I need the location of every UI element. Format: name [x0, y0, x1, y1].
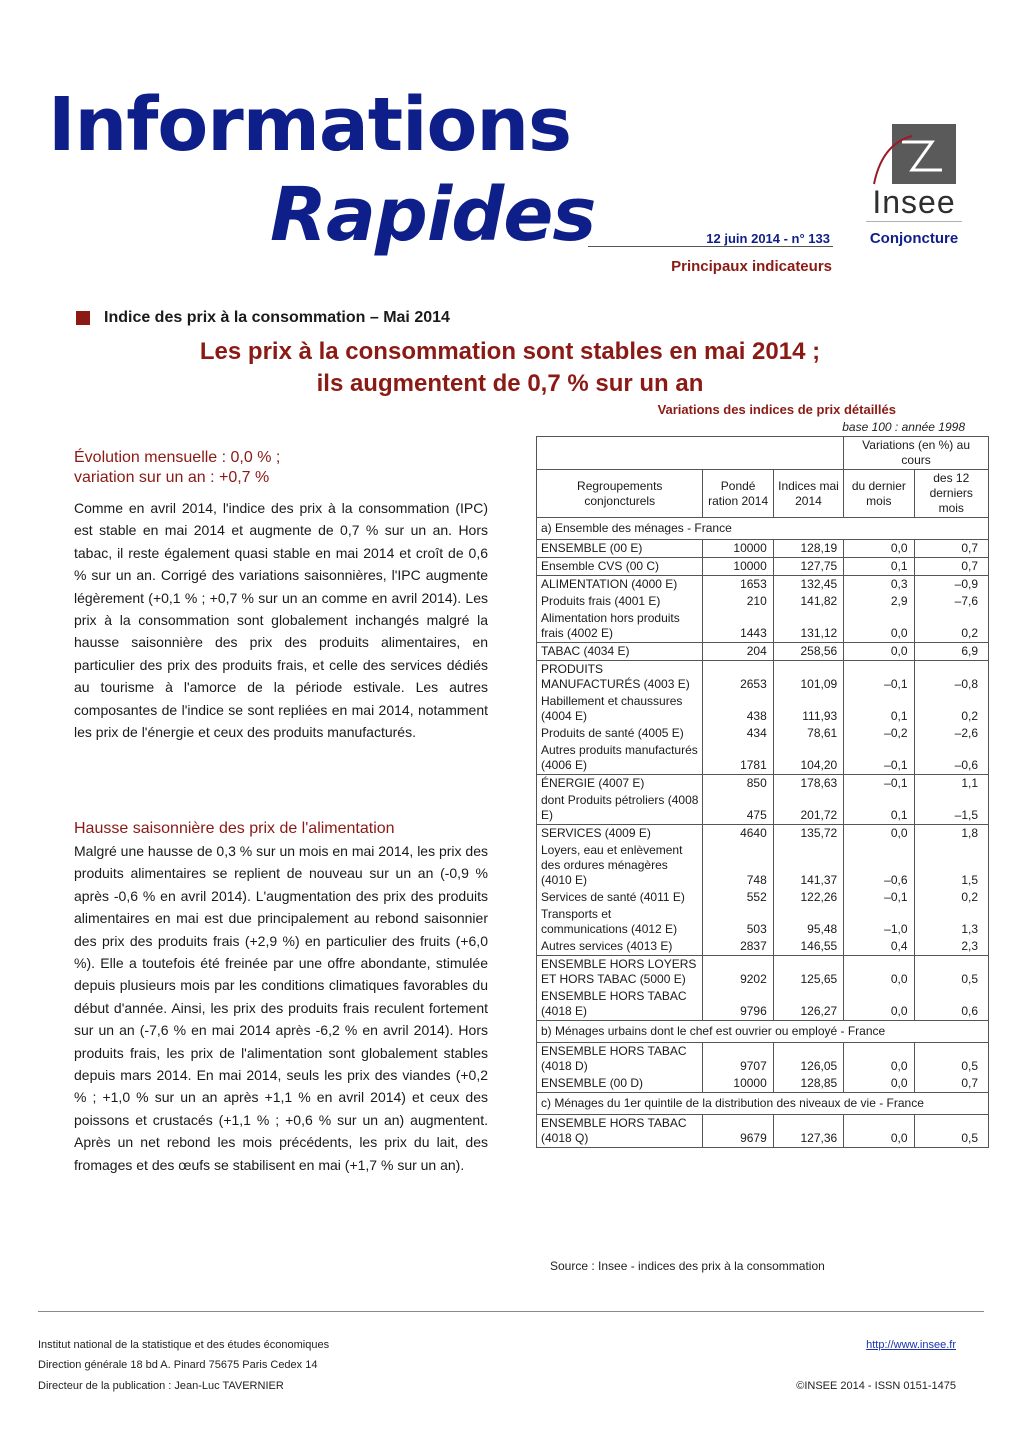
cell-label: Produits frais (4001 E)	[537, 593, 703, 610]
headline-line-2: ils augmentent de 0,7 % sur un an	[316, 370, 704, 397]
table-row	[537, 558, 989, 576]
section-label-b: b) Ménages urbains dont le chef est ouvrier ou employé - France	[537, 1021, 989, 1043]
cell-year: 1,5	[914, 842, 988, 889]
header-weight: Pondé ration 2014	[703, 470, 773, 518]
cell-index: 146,55	[773, 938, 843, 956]
cell-weight: 475	[703, 792, 773, 825]
cell-index: 258,56	[773, 643, 843, 661]
cell-month: 0,0	[844, 1043, 914, 1076]
cell-weight: 438	[703, 693, 773, 725]
logo-wordmark: Insee	[872, 184, 956, 220]
cell-year: 1,8	[914, 825, 988, 843]
cell-month: 0,1	[844, 558, 914, 576]
topic-title: Indice des prix à la consommation – Mai 2014	[104, 309, 450, 326]
masthead-title: Informations	[48, 82, 572, 168]
cell-month: 0,0	[844, 1115, 914, 1148]
cell-label: Produits de santé (4005 E)	[537, 725, 703, 742]
section-label-a: a) Ensemble des ménages - France	[537, 518, 989, 540]
cell-label: ÉNERGIE (4007 E)	[537, 775, 703, 793]
cell-weight: 1653	[703, 576, 773, 594]
cell-label: ALIMENTATION (4000 E)	[537, 576, 703, 594]
cell-month: 0,0	[844, 825, 914, 843]
cell-year: 0,7	[914, 558, 988, 576]
cell-weight: 210	[703, 593, 773, 610]
cell-month: –0,1	[844, 742, 914, 775]
cell-weight: 2653	[703, 661, 773, 694]
headline	[100, 336, 920, 400]
cell-year: 0,5	[914, 956, 988, 989]
cell-label: ENSEMBLE HORS TABAC (4018 Q)	[537, 1115, 703, 1148]
table-row	[537, 693, 989, 725]
header-label: Regroupements conjoncturels	[537, 470, 703, 518]
footer-director: Directeur de la publication : Jean-Luc TAVERNIER	[38, 1380, 284, 1392]
cell-label: ENSEMBLE HORS TABAC (4018 E)	[537, 988, 703, 1021]
cell-weight: 552	[703, 889, 773, 906]
cell-month: 0,0	[844, 988, 914, 1021]
cell-index: 178,63	[773, 775, 843, 793]
cell-index: 122,26	[773, 889, 843, 906]
table-row	[537, 1115, 989, 1148]
footer-institution: Institut national de la statistique et des études économiques	[38, 1339, 330, 1351]
cell-weight: 204	[703, 643, 773, 661]
headline-line-1: Les prix à la consommation sont stables en mai 2014 ;	[199, 338, 821, 365]
footer-rule	[38, 1311, 984, 1312]
cell-label: Loyers, eau et enlèvement des ordures ménagères (4010 E)	[537, 842, 703, 889]
cell-year: 0,5	[914, 1115, 988, 1148]
cell-label: Habillement et chaussures (4004 E)	[537, 693, 703, 725]
cell-index: 111,93	[773, 693, 843, 725]
cell-label: dont Produits pétroliers (4008 E)	[537, 792, 703, 825]
header-year: des 12 derniers mois	[914, 470, 988, 518]
header-variations: Variations (en %) au cours	[844, 437, 989, 470]
subheading-monthly-line-2: variation sur un an : +0,7 %	[74, 469, 270, 486]
cell-year: –0,6	[914, 742, 988, 775]
cell-index: 126,27	[773, 988, 843, 1021]
table-row	[537, 1043, 989, 1076]
cell-month: –0,6	[844, 842, 914, 889]
cell-month: 0,0	[844, 956, 914, 989]
cell-year: –1,5	[914, 792, 988, 825]
cell-month: 0,1	[844, 693, 914, 725]
cell-label: SERVICES (4009 E)	[537, 825, 703, 843]
table-header-row-1	[537, 437, 989, 470]
cell-weight: 850	[703, 775, 773, 793]
cell-month: 2,9	[844, 593, 914, 610]
cell-year: 0,7	[914, 1075, 988, 1093]
masthead-rule	[588, 246, 833, 247]
table-row	[537, 956, 989, 989]
cell-weight: 434	[703, 725, 773, 742]
cell-month: –0,1	[844, 775, 914, 793]
cell-month: 0,0	[844, 610, 914, 643]
cell-index: 104,20	[773, 742, 843, 775]
table-row	[537, 643, 989, 661]
cell-month: 0,4	[844, 938, 914, 956]
table-source: Source : Insee - indices des prix à la consommation	[550, 1259, 825, 1273]
paragraph-monthly: Comme en avril 2014, l'indice des prix à la consommation (IPC) est stable en mai 2014 et augmente de 0,7 % sur un an. Hors tabac, il reste également quasi stable en mai 2014 et croît de 0,6 % sur un an. Corrigé des variations saisonnières, l'IPC augmente légèrement (+0,1 % ; +0,7 % sur un an comme en avril 2014). Les prix à la consommation sont globalement inchangés malgré la hausse saisonnière des prix des produits alimentaires, en particulier des prix des produits frais, et celle des services dédiés au tourisme à l'amorce de la période estivale. Les autres composantes de l'indice se sont repliées en mai 2014, notamment les prix de l'énergie et ceux des produits manufacturés.	[74, 500, 488, 741]
cell-label: Autres produits manufacturés (4006 E)	[537, 742, 703, 775]
logo-divider	[866, 221, 962, 226]
cell-month: 0,3	[844, 576, 914, 594]
footer-copyright: ©INSEE 2014 - ISSN 0151-1475	[796, 1380, 956, 1392]
subheading-monthly-line-1: Évolution mensuelle : 0,0 % ;	[74, 449, 281, 466]
subheading-monthly	[74, 448, 280, 488]
cell-label: Ensemble CVS (00 C)	[537, 558, 703, 576]
table-row	[537, 725, 989, 742]
cell-weight: 2837	[703, 938, 773, 956]
footer-website-link[interactable]	[780, 1339, 956, 1351]
cell-year: 1,3	[914, 906, 988, 938]
cell-year: –2,6	[914, 725, 988, 742]
cell-weight: 9679	[703, 1115, 773, 1148]
cell-index: 131,12	[773, 610, 843, 643]
cell-month: 0,1	[844, 792, 914, 825]
cell-index: 201,72	[773, 792, 843, 825]
table-row	[537, 610, 989, 643]
cell-label: ENSEMBLE HORS TABAC (4018 D)	[537, 1043, 703, 1076]
cell-month: –1,0	[844, 906, 914, 938]
cell-label: TABAC (4034 E)	[537, 643, 703, 661]
cell-year: 0,7	[914, 540, 988, 558]
insee-logo-icon	[872, 124, 958, 188]
cell-month: 0,0	[844, 643, 914, 661]
cell-weight: 1781	[703, 742, 773, 775]
table-row	[537, 540, 989, 558]
cell-year: –0,9	[914, 576, 988, 594]
cell-year: 0,5	[914, 1043, 988, 1076]
cell-label: Services de santé (4011 E)	[537, 889, 703, 906]
cell-label: ENSEMBLE HORS LOYERS ET HORS TABAC (5000 E)	[537, 956, 703, 989]
cell-weight: 10000	[703, 540, 773, 558]
cell-year: 2,3	[914, 938, 988, 956]
cell-index: 128,85	[773, 1075, 843, 1093]
cell-month: –0,1	[844, 661, 914, 694]
cell-index: 95,48	[773, 906, 843, 938]
cell-weight: 503	[703, 906, 773, 938]
cell-weight: 9202	[703, 956, 773, 989]
cell-year: –0,8	[914, 661, 988, 694]
cell-index: 125,65	[773, 956, 843, 989]
table-row	[537, 906, 989, 938]
subheading-food: Hausse saisonnière des prix de l'alimentation	[74, 820, 395, 837]
cell-year: 0,6	[914, 988, 988, 1021]
cell-label: Transports et communications (4012 E)	[537, 906, 703, 938]
cell-label: Alimentation hors produits frais (4002 E)	[537, 610, 703, 643]
issue-date: 12 juin 2014 - n° 133	[706, 231, 830, 246]
table-header-row-2	[537, 470, 989, 518]
cell-year: 1,1	[914, 775, 988, 793]
price-index-table	[536, 436, 989, 1148]
cell-year: 0,2	[914, 693, 988, 725]
table-section-b	[537, 1021, 989, 1043]
table-row	[537, 1075, 989, 1093]
cell-label: Autres services (4013 E)	[537, 938, 703, 956]
table-row	[537, 792, 989, 825]
cell-year: 0,2	[914, 889, 988, 906]
cell-index: 141,37	[773, 842, 843, 889]
table-row	[537, 661, 989, 694]
masthead-subtitle: Rapides	[270, 172, 596, 258]
table-row	[537, 742, 989, 775]
cell-index: 127,36	[773, 1115, 843, 1148]
cell-index: 126,05	[773, 1043, 843, 1076]
header-index: Indices mai 2014	[773, 470, 843, 518]
cell-weight: 10000	[703, 558, 773, 576]
table-title: Variations des indices de prix détaillés	[657, 402, 896, 417]
cell-index: 132,45	[773, 576, 843, 594]
cell-weight: 9707	[703, 1043, 773, 1076]
cell-weight: 10000	[703, 1075, 773, 1093]
cell-index: 78,61	[773, 725, 843, 742]
table-row	[537, 889, 989, 906]
cell-label: PRODUITS MANUFACTURÉS (4003 E)	[537, 661, 703, 694]
cell-index: 128,19	[773, 540, 843, 558]
table-row	[537, 775, 989, 793]
cell-month: 0,0	[844, 1075, 914, 1093]
table-section-a	[537, 518, 989, 540]
paragraph-food: Malgré une hausse de 0,3 % sur un mois en mai 2014, les prix des produits alimentaires se replient de nouveau sur un an (-0,9 % après -0,6 % en avril 2014). L'augmentation des prix des produits alimentaires en mai est due principalement au rebond saisonnier des prix des produits frais (+2,9 %) en particulier des fruits (+6,0 %). Elle a toutefois été freinée par une offre abondante, stimulée depuis plusieurs mois par les conditions climatiques favorables du début d'année. Ainsi, les prix des produits frais reculent fortement sur un an (-7,6 % en mai 2014 après -6,2 % en avril 2014). Hors produits frais, les prix de l'alimentation sont globalement stables depuis mars 2014. En mai 2014, seuls les prix des viandes (+0,2 % ; +1,0 % sur un an après +1,1 % en avril 2014) et ceux des poissons et crustacés (+1,1 % ; +0,6 % sur un an) augmentent. Après un net rebond les mois précédents, les prix du lait, des fromages et des œufs se stabilisent en mai (+1,7 % sur un an).	[74, 843, 489, 1173]
table-base: base 100 : année 1998	[842, 420, 965, 434]
cell-year: 6,9	[914, 643, 988, 661]
table-row	[537, 938, 989, 956]
cell-year: 0,2	[914, 610, 988, 643]
header-month: du dernier mois	[844, 470, 914, 518]
cell-month: 0,0	[844, 540, 914, 558]
cell-weight: 1443	[703, 610, 773, 643]
table-section-c	[537, 1093, 989, 1115]
cell-label: ENSEMBLE (00 D)	[537, 1075, 703, 1093]
cell-index: 141,82	[773, 593, 843, 610]
table-row	[537, 593, 989, 610]
table-row	[537, 842, 989, 889]
cell-index: 127,75	[773, 558, 843, 576]
section-label: Principaux indicateurs	[671, 258, 832, 275]
table-row	[537, 988, 989, 1021]
logo-subtitle: Conjoncture	[869, 230, 959, 247]
footer-address: Direction générale 18 bd A. Pinard 75675 Paris Cedex 14	[38, 1359, 318, 1371]
topic-bullet	[76, 311, 90, 325]
cell-month: –0,2	[844, 725, 914, 742]
cell-year: –7,6	[914, 593, 988, 610]
cell-label: ENSEMBLE (00 E)	[537, 540, 703, 558]
cell-index: 101,09	[773, 661, 843, 694]
table-row	[537, 576, 989, 594]
table-row	[537, 825, 989, 843]
cell-index: 135,72	[773, 825, 843, 843]
cell-weight: 4640	[703, 825, 773, 843]
section-label-c: c) Ménages du 1er quintile de la distribution des niveaux de vie - France	[537, 1093, 989, 1115]
cell-weight: 748	[703, 842, 773, 889]
cell-weight: 9796	[703, 988, 773, 1021]
footer-url[interactable]: http://www.insee.fr	[866, 1339, 956, 1351]
cell-month: –0,1	[844, 889, 914, 906]
